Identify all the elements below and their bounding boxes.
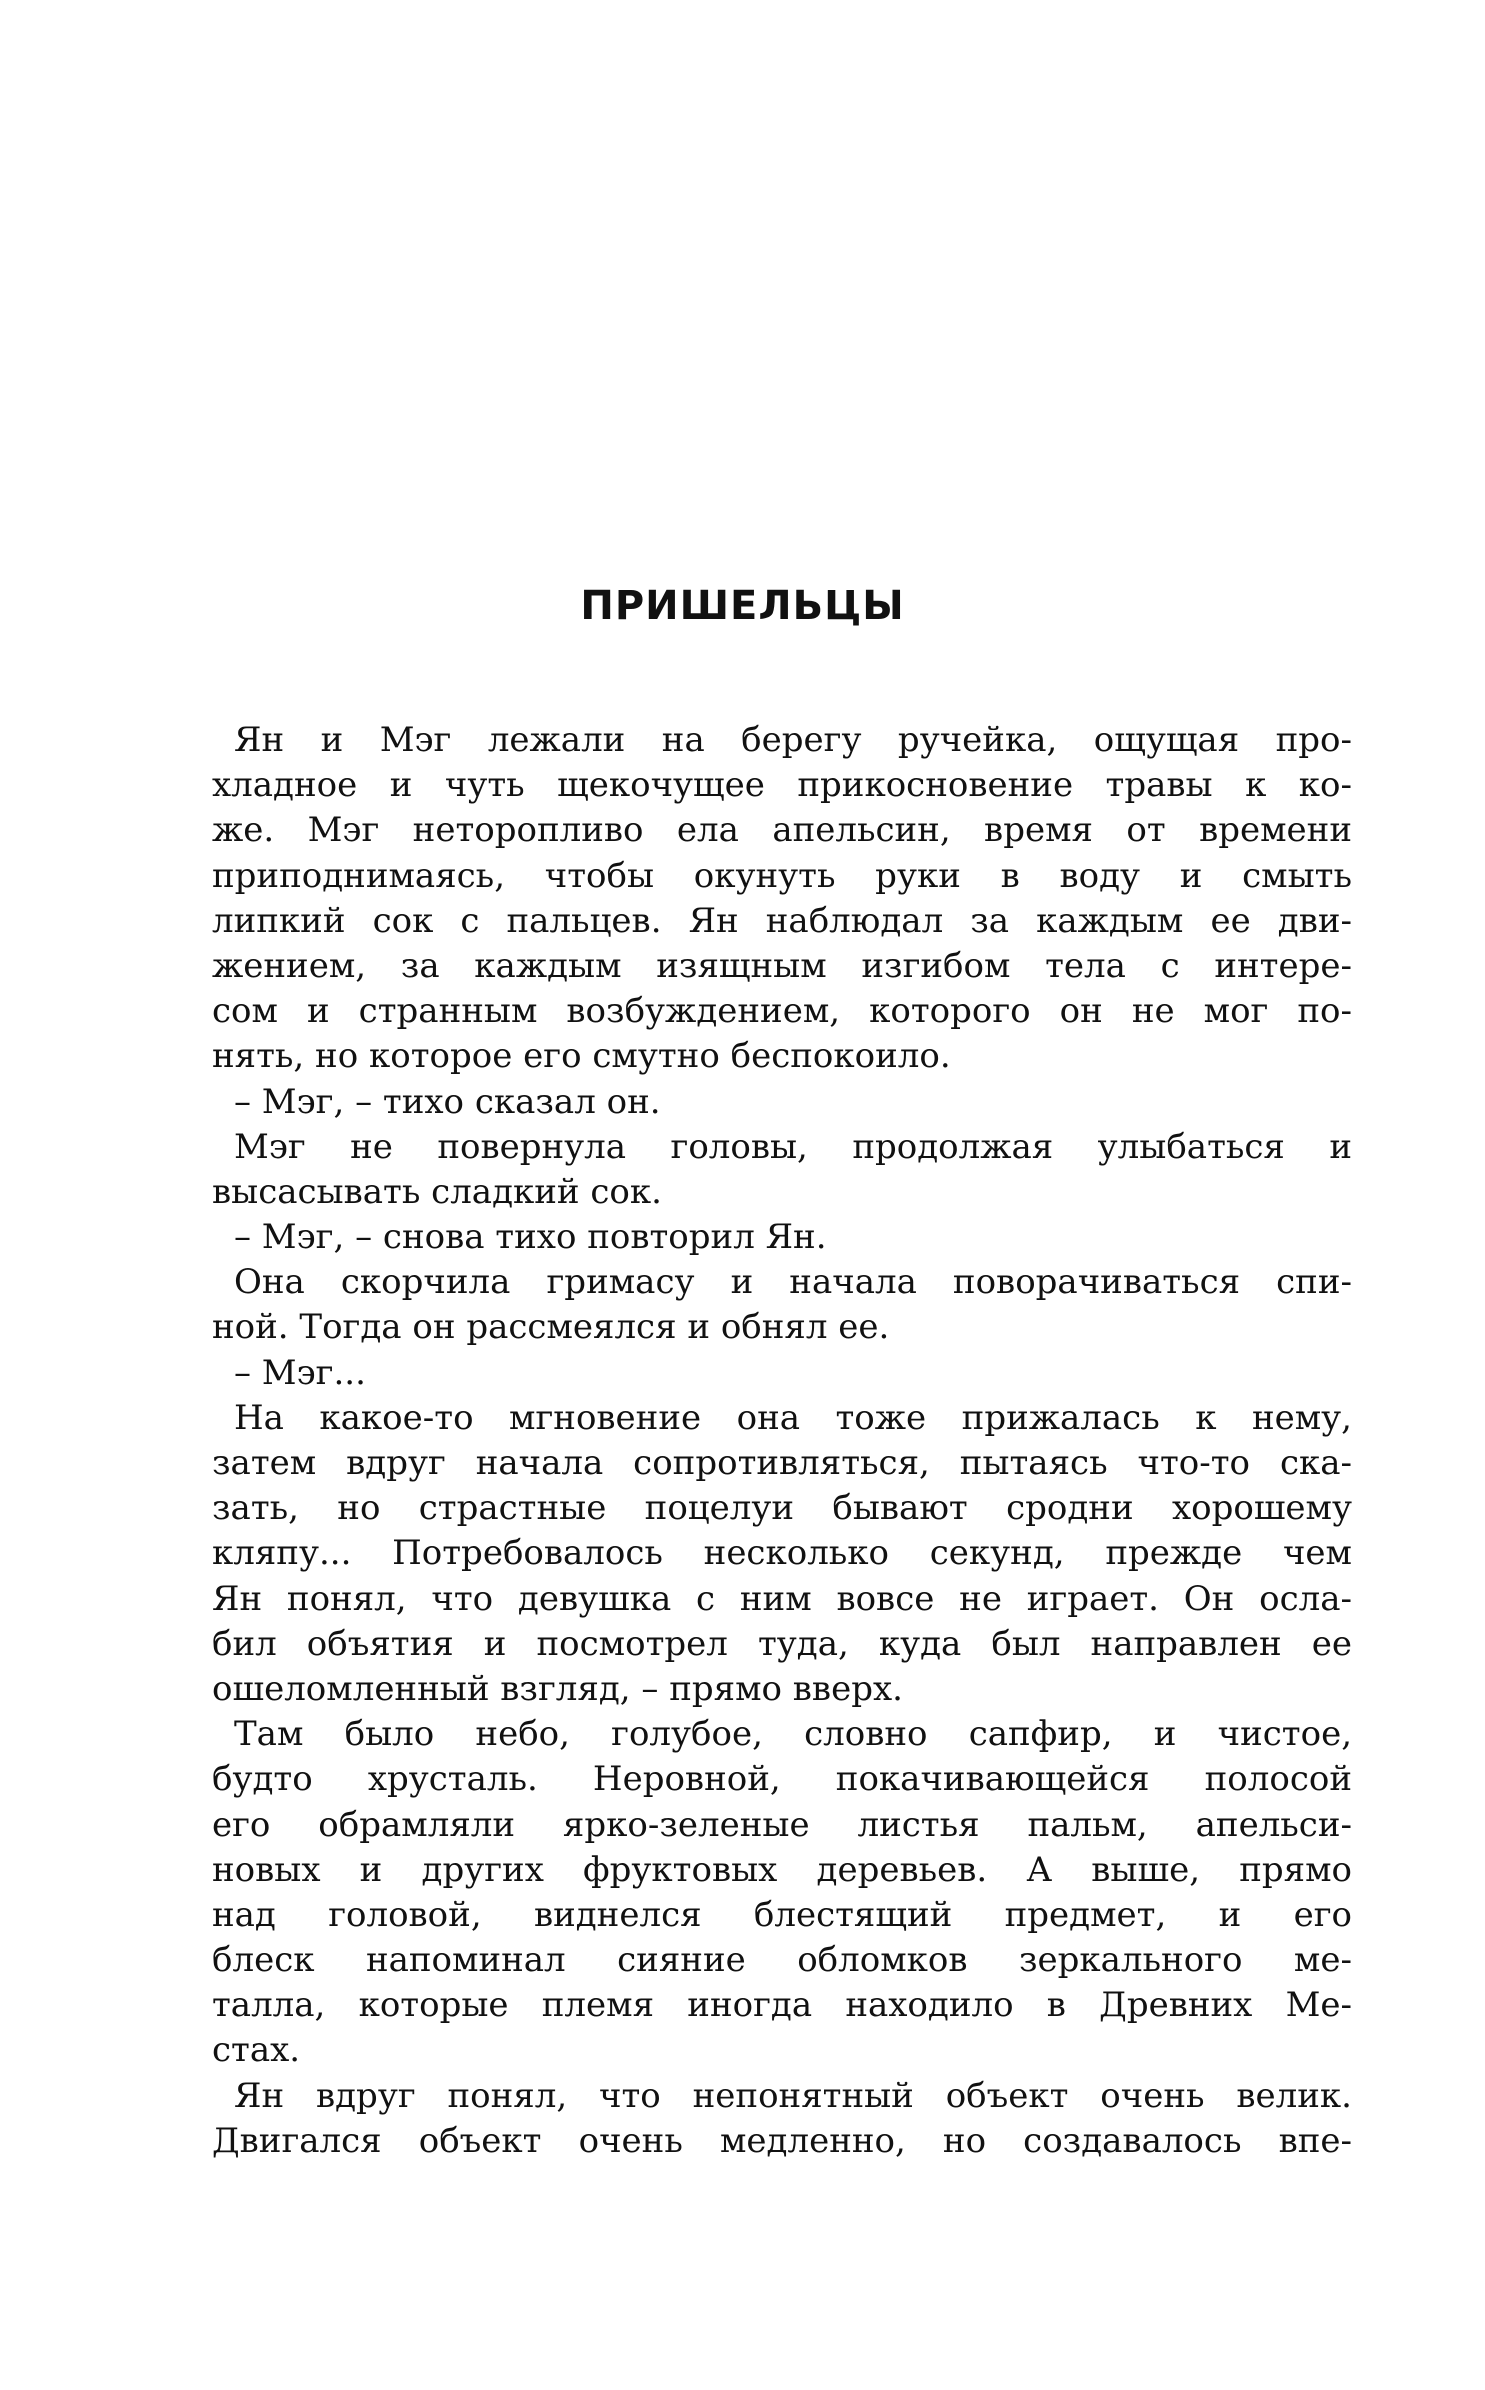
- text-line: будто хрусталь. Неровной, покачивающейся полосой: [212, 1759, 1352, 1800]
- text-line: зать, но страстные поцелуи бывают сродни хорошему: [212, 1488, 1352, 1529]
- text-line: бил объятия и посмотрел туда, куда был направлен ее: [212, 1623, 1352, 1664]
- text-line: высасывать сладкий сок.: [212, 1171, 662, 1212]
- text-line: Двигался объект очень медленно, но создавалось впе-: [212, 2120, 1352, 2161]
- text-line: Ян вдруг понял, что непонятный объект очень велик.: [234, 2075, 1352, 2116]
- text-line: затем вдруг начала сопротивляться, пытаясь что-то ска-: [212, 1443, 1352, 1483]
- text-line: новых и других фруктовых деревьев. А выше, прямо: [212, 1849, 1352, 1890]
- text-line: ной. Тогда он рассмеялся и обнял ее.: [212, 1307, 890, 1348]
- text-line: Ян понял, что девушка с ним вовсе не играет. Он осла-: [212, 1578, 1352, 1619]
- text-line: приподнимаясь, чтобы окунуть руки в воду и смыть: [212, 855, 1352, 896]
- text-line: Мэг не повернула головы, продолжая улыбаться и: [234, 1126, 1352, 1167]
- text-line: жением, за каждым изящным изгибом тела с интере-: [212, 945, 1352, 986]
- text-line: ошеломленный взгляд, – прямо вверх.: [212, 1668, 903, 1709]
- text-line: нять, но которое его смутно беспокоило.: [212, 1036, 951, 1077]
- text-line: же. Мэг неторопливо ела апельсин, время от времени: [212, 810, 1352, 851]
- text-line: хладное и чуть щекочущее прикосновение травы к ко-: [212, 765, 1352, 806]
- text-line: блеск напоминал сияние обломков зеркального ме-: [212, 1940, 1352, 1981]
- text-line: стах.: [212, 2030, 301, 2071]
- text-line: Она скорчила гримасу и начала поворачиваться спи-: [234, 1262, 1352, 1303]
- chapter-body: [212, 718, 1352, 2164]
- text-line: – Мэг, – тихо сказал он.: [234, 1081, 661, 1122]
- text-line: сом и странным возбуждением, которого он не мог по-: [212, 991, 1352, 1032]
- text-line: его обрамляли ярко-зеленые листья пальм, апельси-: [212, 1804, 1352, 1845]
- text-line: – Мэг...: [234, 1352, 366, 1393]
- text-line: Ян и Мэг лежали на берегу ручейка, ощущая про-: [234, 720, 1352, 760]
- text-line: кляпу... Потребовалось несколько секунд, прежде чем: [212, 1533, 1352, 1574]
- text-line: талла, которые племя иногда находило в Древних Ме-: [212, 1985, 1352, 2026]
- text-line: липкий сок с пальцев. Ян наблюдал за каждым ее дви-: [212, 900, 1352, 941]
- text-line: – Мэг, – снова тихо повторил Ян.: [234, 1217, 827, 1258]
- text-line: над головой, виднелся блестящий предмет, и его: [212, 1894, 1352, 1935]
- text-line: На какое-то мгновение она тоже прижалась к нему,: [234, 1397, 1352, 1438]
- chapter-title: ПРИШЕЛЬЦЫ: [580, 583, 905, 629]
- text-line: Там было небо, голубое, словно сапфир, и чистое,: [234, 1714, 1352, 1755]
